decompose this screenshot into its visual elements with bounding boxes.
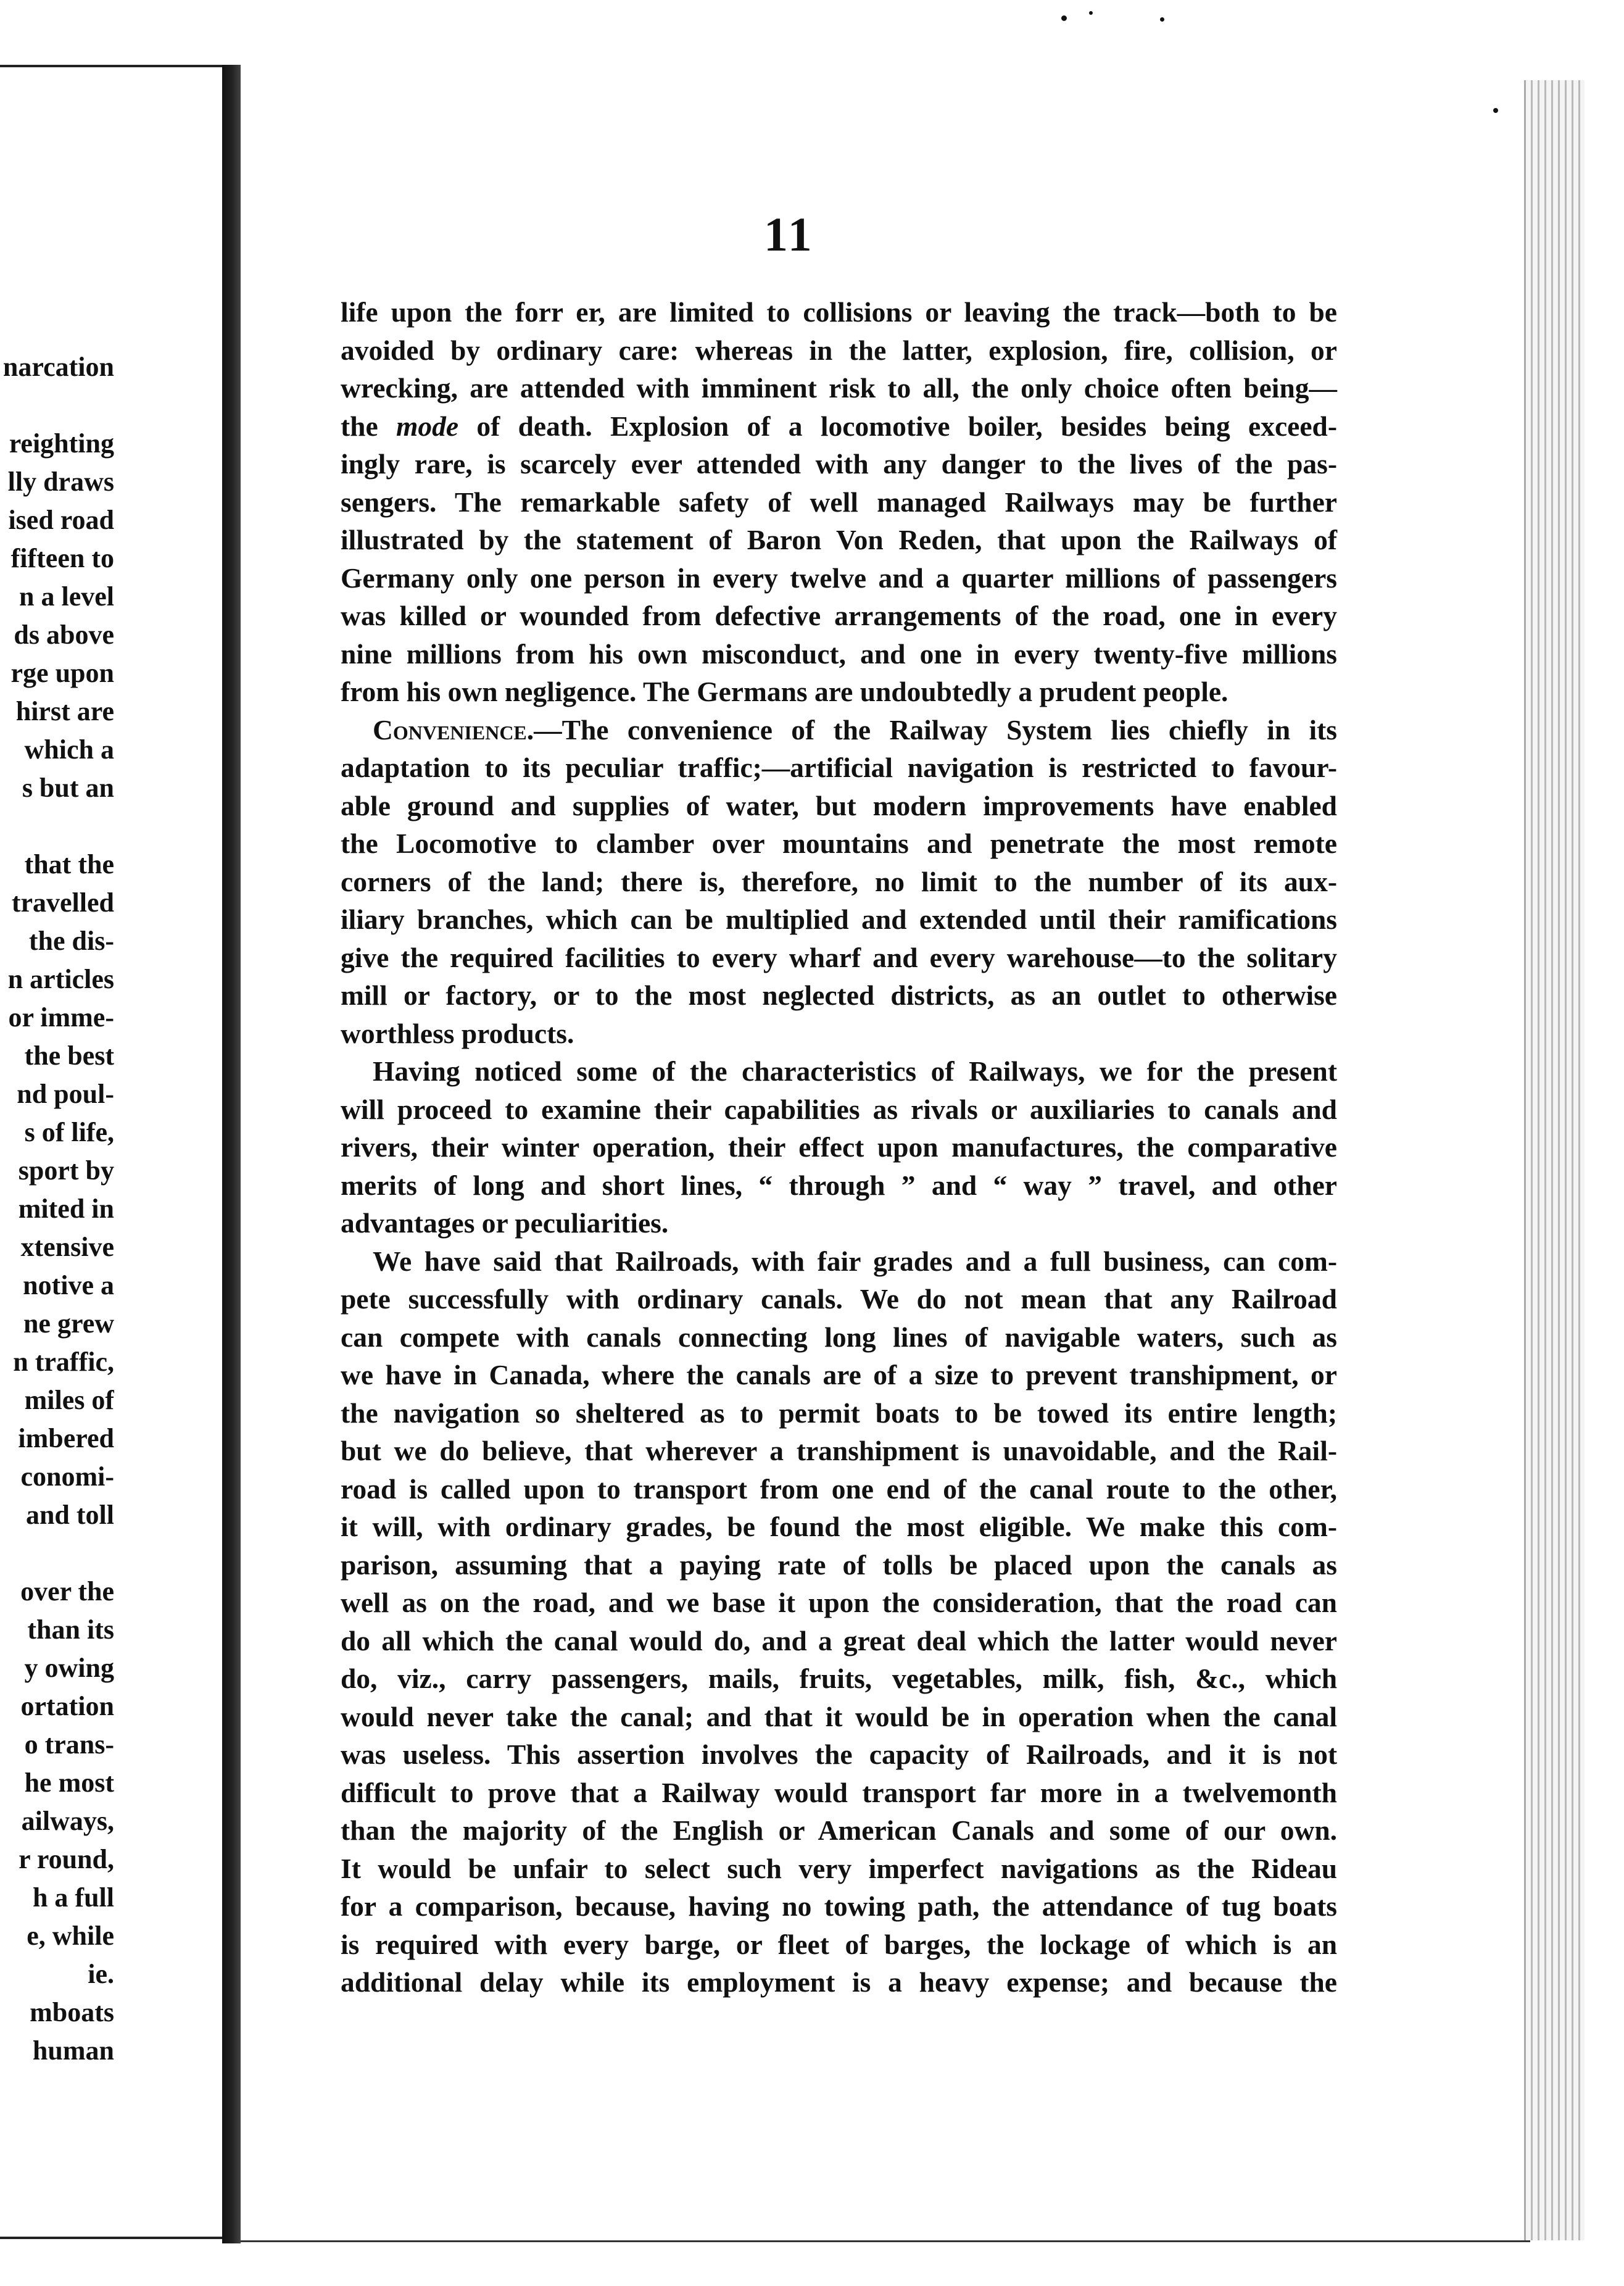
page-edges [1524,80,1585,2240]
left-page-fragment: ie. [88,1959,114,1989]
text-line: nine millions from his own misconduct, and one in every twenty-five millions [341,638,1337,670]
left-page-fragment: xtensive [20,1232,114,1262]
text-line: adaptation to its peculiar traffic;—artificial navigation is restricted to favour- [341,752,1337,783]
text-line: was useless. This assertion involves the capacity of Railroads, and it is not [341,1739,1337,1770]
text-line: parison, assuming that a paying rate of tolls be placed upon the canals as [341,1548,1337,1581]
text-line: the navigation so sheltered as to permit boats to be towed its entire length; [341,1397,1337,1429]
left-page-fragment [0,807,114,846]
left-page-fragment: reighting [9,428,114,459]
text-line: would never take the canal; and that it would be in operation when the canal [341,1700,1337,1732]
left-page-fragment: narcation [2,352,114,382]
text-line: for a comparison, because, having no towing path, the attendance of tug boats [341,1890,1337,1922]
left-page-fragment: notive a [23,1270,114,1300]
left-page-fragment: o trans- [24,1729,114,1760]
text-line: can compete with canals connecting long lines of navigable waters, such as [341,1321,1337,1353]
text-line: corners of the land; there is, therefore, no limit to the number of its aux- [341,865,1337,897]
text-line: wrecking, are attended with imminent risk to all, the only choice often being— [341,372,1337,404]
text-line: Convenience.—The convenience of the Railway System lies chiefly in its [373,713,1337,746]
left-page-fragment: n traffic, [13,1347,114,1377]
text-line: the Locomotive to clamber over mountains and penetrate the most remote [341,828,1337,859]
left-page-fragment: sport by [18,1155,114,1186]
left-page-fragment: that the [24,849,114,879]
left-page-fragment: y owing [24,1653,114,1683]
paragraph-2-convenience [341,711,1337,1053]
left-page-fragment: mited in [18,1194,114,1224]
text-line: We have said that Railroads, with fair grades and a full business, can com- [373,1245,1337,1277]
left-page-fragment: e, while [27,1921,114,1951]
text-line: will proceed to examine their capabilities as rivals or auxiliaries to canals and [341,1093,1337,1125]
text-line: mill or factory, or to the most neglected districts, as an outlet to otherwise [341,979,1337,1011]
text-line: but we do believe, that wherever a transhipment is unavoidable, and the Rail- [341,1435,1337,1466]
text-line: worthless products. [341,1017,574,1049]
text-line: we have in Canada, where the canals are of a size to prevent transhipment, or [341,1359,1337,1390]
left-page-fragment: ds above [14,620,114,650]
paragraph-3 [341,1052,1337,1242]
text-line: difficult to prove that a Railway would transport far more in a twelvemonth [341,1776,1337,1808]
text-line: was killed or wounded from defective arrangements of the road, one in every [341,600,1337,631]
left-page-fragment [0,386,114,425]
text-line: Having noticed some of the characteristics of Railways, we for the present [373,1055,1337,1087]
text-line: pete successfully with ordinary canals. We do not mean that any Railroad [341,1283,1337,1315]
left-page-fragment: ised road [8,505,114,535]
paragraph-4 [341,1242,1337,2001]
section-heading-convenience: Convenience. [373,713,534,746]
left-page [0,65,223,2239]
text-line: Germany only one person in every twelve and a quarter millions of passengers [341,562,1337,594]
paper-speck [1493,108,1498,113]
left-page-fragment: ailways, [21,1806,114,1836]
text-line: rivers, their winter operation, their effect upon manufactures, the comparative [341,1131,1337,1163]
book-gutter [222,65,241,2243]
text-line: road is called upon to transport from one end of the canal route to the other, [341,1473,1337,1505]
left-page-fragment: nd poul- [17,1079,114,1109]
text-line: life upon the forr er, are limited to collisions or leaving the track—both to be [341,296,1337,328]
left-page-fragment: he most [24,1768,114,1798]
left-page-fragment: than its [27,1615,114,1645]
left-page-fragment: conomi- [20,1461,114,1492]
left-page-fragment: n a level [19,581,114,612]
left-page-fragment: mboats [30,1997,114,2027]
text-line: the mode of death. Explosion of a locomotive boiler, besides being exceed- [341,410,1337,442]
text-line: well as on the road, and we base it upon the consideration, that the road can [341,1587,1337,1618]
left-page-fragment: n articles [7,964,114,994]
left-page-fragment: the dis- [28,926,114,956]
text-line: do, viz., carry passengers, mails, fruits, vegetables, milk, fish, &c., which [341,1663,1337,1694]
text-line: from his own negligence. The Germans are undoubtedly a prudent people. [341,676,1228,707]
body-text [341,293,1337,2001]
page-number: 11 [764,207,814,261]
left-page-fragment: human [32,2035,114,2066]
text-line: it will, with ordinary grades, be found the most eligible. We make this com- [341,1511,1337,1542]
text-line: avoided by ordinary care: whereas in the latter, explosion, fire, collision, or [341,334,1337,366]
text-line: is required with every barge, or fleet of barges, the lockage of which is an [341,1928,1337,1960]
left-page-fragment: rge upon [10,658,114,688]
text-line: additional delay while its employment is a heavy expense; and because the [341,1966,1337,1998]
left-page-fragment: miles of [24,1385,114,1415]
text-line: It would be unfair to select such very imperfect navigations as the Rideau [341,1852,1337,1884]
left-page-fragment [0,1534,114,1573]
left-page-fragment: over the [20,1576,114,1606]
left-page-fragment: the best [24,1041,114,1071]
paper-speck [1089,11,1093,15]
text-line: give the required facilities to every wharf and every warehouse—to the solitary [341,941,1337,973]
paper-speck [1061,15,1067,21]
left-page-fragment: h a full [32,1882,114,1913]
paragraph-1 [341,293,1337,711]
text-line: illustrated by the statement of Baron Von Reden, that upon the Railways of [341,524,1337,555]
left-page-fragment: travelled [11,887,114,918]
left-page-fragment: lly draws [7,467,114,497]
text-line: able ground and supplies of water, but modern improvements have enabled [341,789,1337,821]
text-line: advantages or peculiarities. [341,1207,669,1239]
left-page-fragment: ortation [20,1691,114,1721]
left-page-text-fragments [0,348,114,2070]
paper-speck [1160,17,1164,22]
left-page-fragment: s but an [22,773,114,803]
italic-word-mode: mode [396,410,459,442]
text-line: than the majority of the English or American Canals and some of our own. [341,1814,1337,1846]
text-line: do all which the canal would do, and a great deal which the latter would never [341,1624,1337,1656]
left-page-fragment: imbered [18,1423,114,1453]
left-page-fragment: r round, [19,1844,114,1874]
left-page-fragment: and toll [25,1500,114,1530]
left-page-fragment: s of life, [24,1117,114,1147]
left-page-fragment: or imme- [8,1002,114,1033]
text-line: iliary branches, which can be multiplied and extended until their ramifications [341,904,1337,935]
left-page-fragment: fifteen to [10,543,114,573]
left-page-fragment: which a [24,734,114,765]
left-page-fragment: ne grew [23,1308,114,1339]
left-page-fragment: hirst are [15,696,114,726]
text-line: sengers. The remarkable safety of well managed Railways may be further [341,486,1337,518]
text-line: merits of long and short lines, “ through ” and “ way ” travel, and other [341,1169,1337,1201]
text-line: ingly rare, is scarcely ever attended with any danger to the lives of the pas- [341,448,1337,480]
